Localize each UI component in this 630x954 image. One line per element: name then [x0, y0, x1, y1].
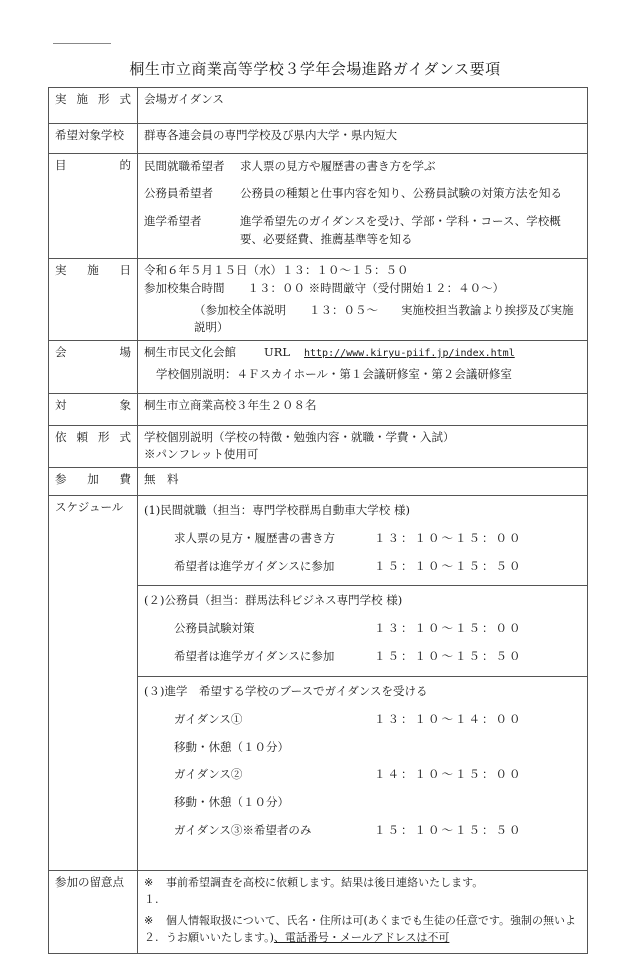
- label-notes: 参加の留意点: [49, 870, 138, 953]
- header-rule: [53, 43, 111, 44]
- row-purpose: [49, 153, 588, 258]
- schedule-block: (２)公務員（担当：群馬法科ビジネス専門学校 様) 公務員試験対策 １３：１０～１５：００ 希望者は進学ガイダンスに参加 １５：１０～１５：５０: [138, 586, 587, 676]
- row-target: [49, 123, 588, 153]
- page-title: 桐生市立商業高等学校３学年会場進路ガイダンス要項: [129, 60, 501, 78]
- value-target: 群専各連会員の専門学校及び県内大学・県内短大: [138, 123, 588, 153]
- label-target: 希望対象学校: [49, 123, 138, 153]
- value-fee: 無 料: [138, 468, 588, 496]
- label-fee: 参 加 費: [49, 468, 138, 496]
- schedule-block: (３)進学 希望する学校のブースでガイダンスを受ける ガイダンス① １３：１０～１４：００ 移動・休憩（１０分） ガイダンス② １４：１０～１５：００ 移動・休憩（１０分） ガイダンス③※希望者のみ １５：１０～１５：５０: [144, 683, 523, 837]
- label-purpose: 目 的: [49, 153, 138, 258]
- row-venue: [49, 341, 588, 394]
- label-venue: 会 場: [49, 341, 138, 394]
- venue-url-link[interactable]: http://www.kiryu-piif.jp/index.html: [304, 348, 515, 360]
- value-subject: 桐生市立商業高校３年生２０８名: [138, 393, 588, 425]
- value-venue: 桐生市民文化会館 URL http://www.kiryu-piif.jp/index.html 学校個別説明：４Ｆスカイホール・第１会議研修室・第２会議研修室: [138, 341, 588, 394]
- label-schedule: スケジュール: [49, 496, 138, 871]
- schedule-block: (1)民間就職（担当：専門学校群馬自動車大学校 様) 求人票の見方・履歴書の書き方 １３：１０～１５：００ 希望者は進学ガイダンスに参加 １５：１０～１５：５０: [138, 496, 587, 586]
- value-request: 学校個別説明（学校の特徴・勉強内容・就職・学費・入試） ※パンフレット使用可: [138, 425, 588, 468]
- label-date: 実 施 日: [49, 258, 138, 340]
- value-notes: ※１. 事前希望調査を高校に依頼します。結果は後日連絡いたします。 ※２. 個人情報取扱について、氏名・住所は可(あくまでも生徒の任意です。強制の無いようお願いいたします。)、電話番号・メールアドレスは不可: [138, 870, 588, 953]
- row-date: [49, 258, 588, 340]
- label-request: 依 頼 形 式: [49, 425, 138, 468]
- row-schedule: [49, 496, 588, 871]
- label-format: 実 施 形 式: [49, 88, 138, 124]
- row-request: [49, 425, 588, 468]
- guidance-table: [48, 87, 588, 954]
- label-subject: 対 象: [49, 393, 138, 425]
- row-notes: [49, 870, 588, 953]
- value-purpose: 民間就職希望者 求人票の見方や履歴書の書き方を学ぶ 公務員希望者 公務員の種類と仕事内容を知り、公務員試験の対策方法を知る 進学希望者 進学希望先のガイダンスを受け、学部・学科・コース、学校概要、必要経費、推薦基準等を知る: [138, 153, 588, 258]
- row-format: [49, 88, 588, 124]
- value-format: 会場ガイダンス: [138, 88, 588, 124]
- row-fee: [49, 468, 588, 496]
- row-subject: [49, 393, 588, 425]
- value-schedule: [138, 496, 588, 871]
- notes-warning: 、電話番号・メールアドレスは不可: [273, 930, 450, 944]
- value-date: 令和６年５月１５日（水）１３：１０～１５：５０ 参加校集合時間 １３：００ ※時間厳守（受付開始１２：４０～） （参加校全体説明 １３：０５～ 実施校担当教諭より挨拶及び実施説明）: [138, 258, 588, 340]
